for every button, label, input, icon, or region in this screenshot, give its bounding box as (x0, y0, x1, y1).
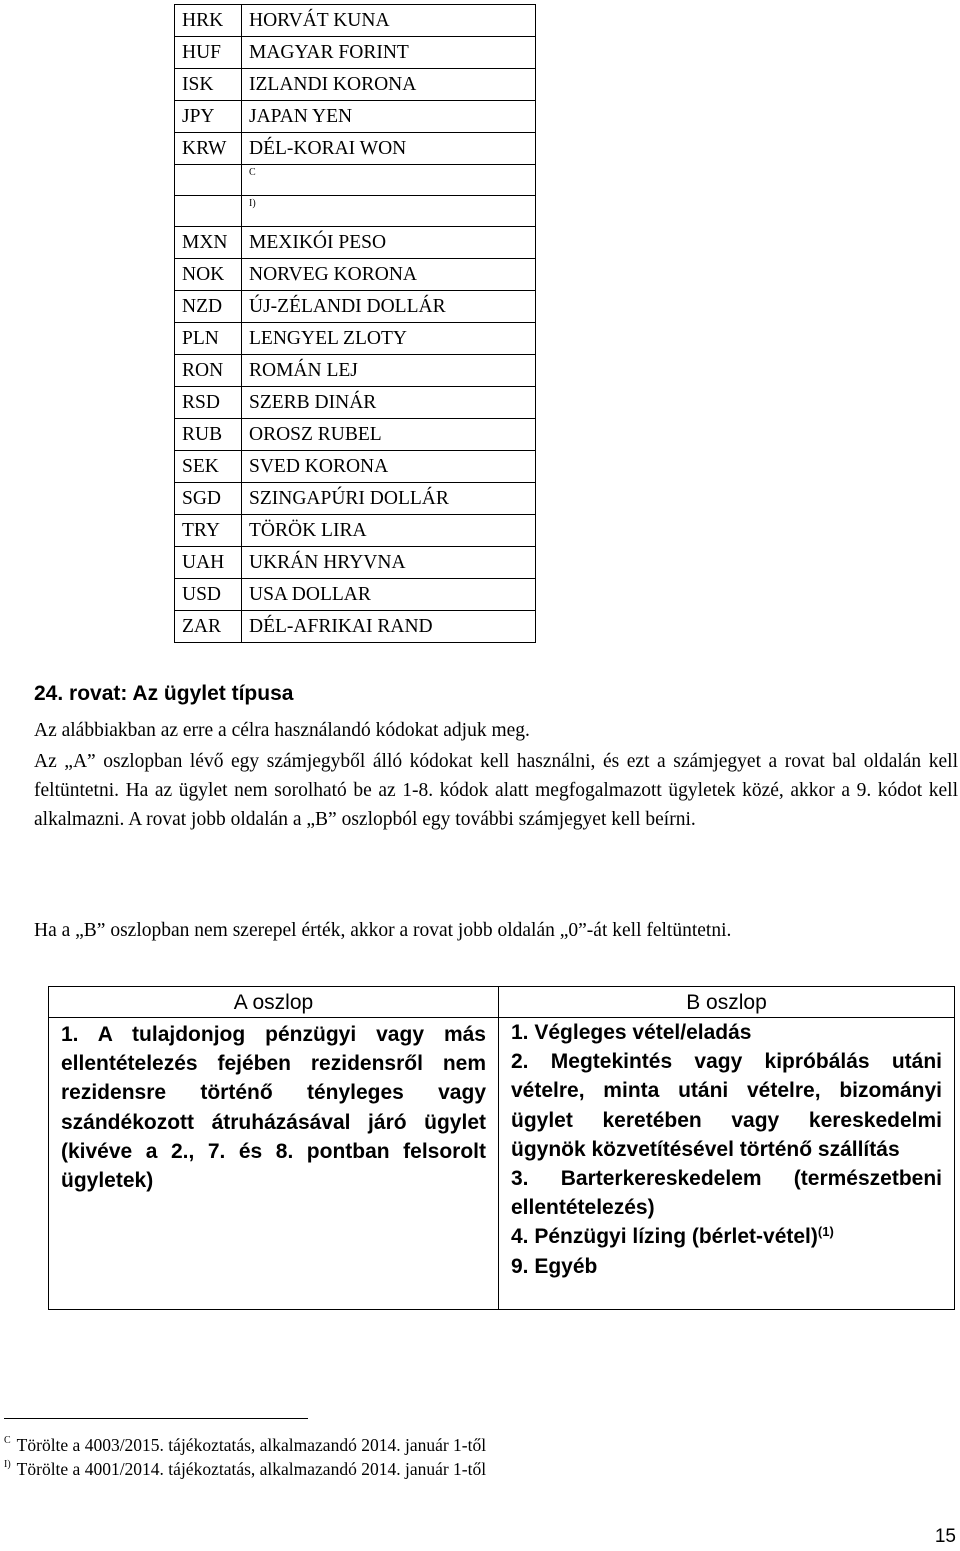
currency-code: JPY (175, 101, 242, 133)
b-item-9: 9. Egyéb (511, 1254, 598, 1278)
currency-code: RSD (175, 387, 242, 419)
currency-name: HORVÁT KUNA (242, 5, 536, 37)
header-a-column: A oszlop (49, 987, 499, 1018)
currency-code: NOK (175, 259, 242, 291)
currency-name: SVED KORONA (242, 451, 536, 483)
b-item-1: 1. Végleges vétel/eladás (511, 1021, 752, 1044)
deletion-mark-cell (242, 165, 536, 196)
deletion-mark: C (249, 167, 256, 178)
currency-code: RON (175, 355, 242, 387)
currency-name: IZLANDI KORONA (242, 69, 536, 101)
footnote-mark: I) (4, 1459, 11, 1470)
footnote (4, 1434, 486, 1456)
currency-name: DÉL-KORAI WON (242, 133, 536, 165)
currency-name: USA DOLLAR (242, 579, 536, 611)
table-row (175, 515, 536, 547)
currency-code: RUB (175, 419, 242, 451)
currency-code: SGD (175, 483, 242, 515)
table-row (175, 291, 536, 323)
b-item-2: 2. Megtekintés vagy kipróbálás utáni vételre, minta utáni vételre, bizományi ügylet keretében vagy kereskedelmi ügynök közvetítésével történő szállítás (511, 1050, 942, 1161)
currency-name: UKRÁN HRYVNA (242, 547, 536, 579)
footnote-mark: C (4, 1435, 11, 1446)
currency-name: ROMÁN LEJ (242, 355, 536, 387)
currency-code: HUF (175, 37, 242, 69)
currency-name: DÉL-AFRIKAI RAND (242, 611, 536, 643)
footnote-separator (4, 1418, 308, 1419)
currency-code: MXN (175, 227, 242, 259)
page-number: 15 (934, 1526, 956, 1547)
transaction-type-table (48, 986, 955, 1310)
header-b-column: B oszlop (499, 987, 955, 1018)
b-column-note-paragraph: Ha a „B” oszlopban nem szerepel érték, akkor a rovat jobb oldalán „0”-át kell feltüntetni. (34, 920, 732, 941)
currency-code: TRY (175, 515, 242, 547)
table-row (175, 196, 536, 227)
instructions-paragraph: Az „A” oszlopban lévő egy számjegyből álló kódokat kell használni, és ezt a számjegyet a rovat bal oldalán kell feltüntetni. Ha az ügylet nem sorolható be az 1-8. kódok alatt megfogalmazott ügyletek közé, akkor a 9. kódot kell alkalmazni. A rovat jobb oldalán a „B” oszlopból egy további számjegyet kell beírni. (34, 751, 958, 830)
deletion-mark-cell (242, 196, 536, 227)
currency-name: MAGYAR FORINT (242, 37, 536, 69)
currency-code: PLN (175, 323, 242, 355)
table-row (175, 355, 536, 387)
currency-name: JAPAN YEN (242, 101, 536, 133)
table-header-row (49, 987, 955, 1018)
table-row (175, 323, 536, 355)
table-row (175, 483, 536, 515)
table-row (175, 133, 536, 165)
currency-code: USD (175, 579, 242, 611)
currency-code: UAH (175, 547, 242, 579)
currency-code: SEK (175, 451, 242, 483)
a-column-text: 1. A tulajdonjog pénzügyi vagy más ellentételezés fejében rezidensről nem rezidensre történő tényleges vagy szándékozott átruházásával járó ügylet (kivéve a 2., 7. és 8. pontban felsorolt ügyletek) (61, 1023, 486, 1193)
currency-code: ZAR (175, 611, 242, 643)
currency-name: LENGYEL ZLOTY (242, 323, 536, 355)
table-row (175, 227, 536, 259)
table-row (175, 451, 536, 483)
currency-name: SZERB DINÁR (242, 387, 536, 419)
currency-code: NZD (175, 291, 242, 323)
table-row (175, 5, 536, 37)
currency-code: HRK (175, 5, 242, 37)
currency-code: ISK (175, 69, 242, 101)
table-row (175, 101, 536, 133)
table-row (49, 1018, 955, 1310)
table-row (175, 69, 536, 101)
b-item-3: 3. Barterkereskedelem (természetbeni ellentételezés) (511, 1167, 942, 1220)
currency-name: SZINGAPÚRI DOLLÁR (242, 483, 536, 515)
footnote (4, 1458, 486, 1480)
currency-code: KRW (175, 133, 242, 165)
table-row (175, 419, 536, 451)
b-item-4-wrap (511, 1222, 942, 1251)
currency-name: NORVEG KORONA (242, 259, 536, 291)
footnote-text: Törölte a 4001/2014. tájékoztatás, alkalmazandó 2014. január 1-től (16, 1459, 487, 1479)
deletion-mark: I) (249, 198, 256, 209)
table-row (175, 579, 536, 611)
currency-code-table (174, 4, 536, 643)
currency-code (175, 196, 242, 227)
b-column-cell (499, 1018, 955, 1310)
intro-paragraph: Az alábbiakban az erre a célra használandó kódokat adjuk meg. (34, 720, 530, 741)
table-row (175, 611, 536, 643)
table-row (175, 547, 536, 579)
table-row (175, 165, 536, 196)
currency-name: ÚJ-ZÉLANDI DOLLÁR (242, 291, 536, 323)
footnote-ref: (1) (817, 1224, 834, 1240)
table-row (175, 37, 536, 69)
currency-name: MEXIKÓI PESO (242, 227, 536, 259)
table-row (175, 387, 536, 419)
footnote-text: Törölte a 4003/2015. tájékoztatás, alkalmazandó 2014. január 1-től (16, 1435, 487, 1455)
a-column-cell (49, 1018, 499, 1310)
table-row (175, 259, 536, 291)
currency-name: TÖRÖK LIRA (242, 515, 536, 547)
currency-name: OROSZ RUBEL (242, 419, 536, 451)
section-heading: 24. rovat: Az ügylet típusa (34, 682, 294, 705)
currency-code (175, 165, 242, 196)
b-item-4: 4. Pénzügyi lízing (bérlet-vétel) (511, 1225, 818, 1249)
